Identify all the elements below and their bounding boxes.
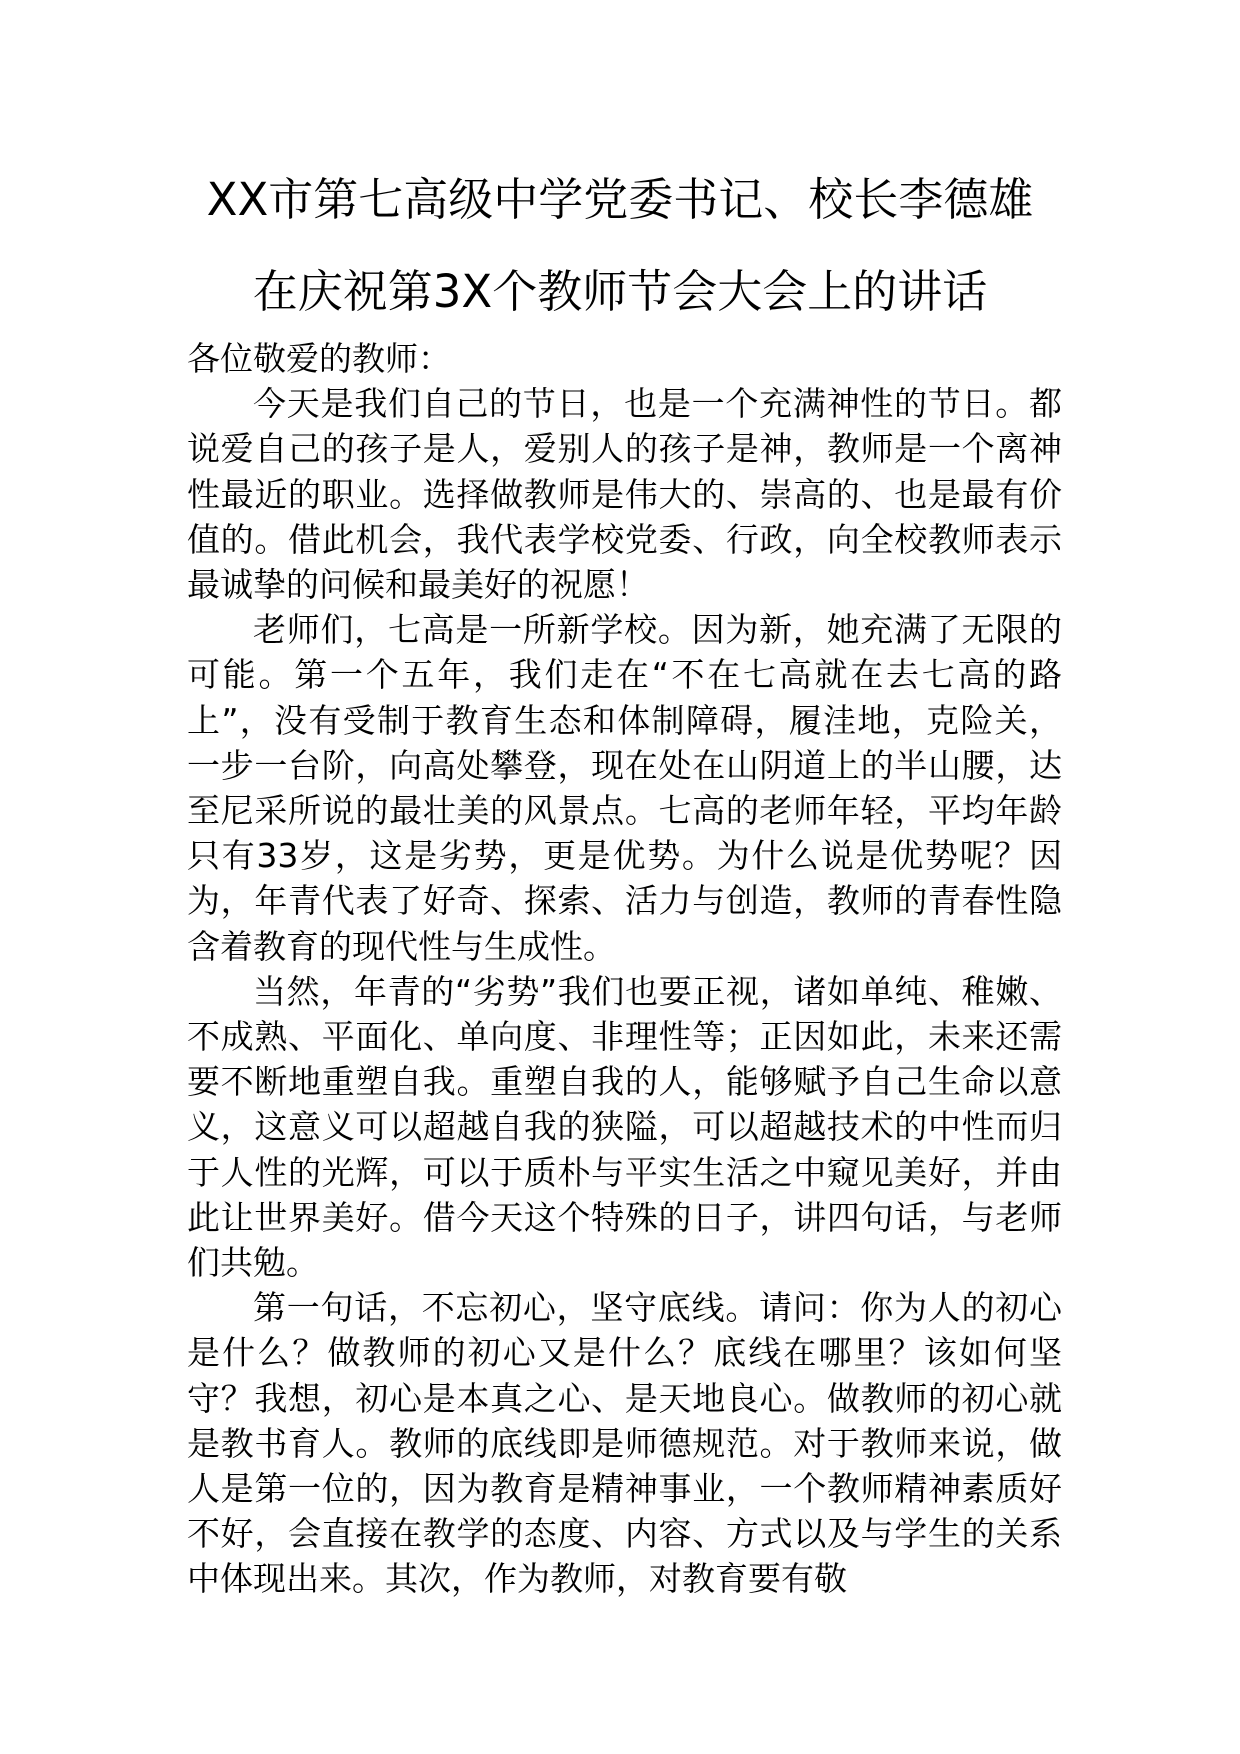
speech-body bbox=[187, 336, 1062, 1602]
title-line-2: 在庆祝第3X个教师节会大会上的讲话 bbox=[252, 265, 988, 318]
paragraph-1: 今天是我们自己的节日，也是一个充满神性的节日。都说爱自己的孩子是人，爱别人的孩子是神，教师是一个离神性最近的职业。选择做教师是伟大的、崇高的、也是最有价值的。借此机会，我代表学校党委、行政，向全校教师表示最诚挚的问候和最美好的祝愿！ bbox=[187, 384, 1062, 605]
salutation: 各位敬爱的教师： bbox=[187, 339, 451, 378]
paragraph-3: 当然，年青的“劣势”我们也要正视，诸如单纯、稚嫩、不成熟、平面化、单向度、非理性等；正因如此，未来还需要不断地重塑自我。重塑自我的人，能够赋予自己生命以意义，这意义可以超越自我的狭隘，可以超越技术的中性而归于人性的光辉，可以于质朴与平实生活之中窥见美好，并由此让世界美好。借今天这个特殊的日子，讲四句话，与老师们共勉。 bbox=[187, 971, 1062, 1283]
paragraph-4: 第一句话，不忘初心，坚守底线。请问：你为人的初心是什么？做教师的初心又是什么？底线在哪里？该如何坚守？我想，初心是本真之心、是天地良心。做教师的初心就是教书育人。教师的底线即是师德规范。对于教师来说，做人是第一位的，因为教育是精神事业，一个教师精神素质好不好，会直接在教学的态度、内容、方式以及与学生的关系中体现出来。其次，作为教师，对教育要有敬 bbox=[187, 1288, 1062, 1599]
paragraph-2: 老师们，七高是一所新学校。因为新，她充满了无限的可能。第一个五年，我们走在“不在七高就在去七高的路上”，没有受制于教育生态和体制障碍，履洼地，克险关，一步一台阶，向高处攀登，现在处在山阴道上的半山腰，达至尼采所说的最壮美的风景点。七高的老师年轻，平均年龄只有33岁，这是劣势，更是优势。为什么说是优势呢？因为，年青代表了好奇、探索、活力与创造，教师的青春性隐含着教育的现代性与生成性。 bbox=[187, 610, 1062, 966]
title-line-1: XX市第七高级中学党委书记、校长李德雄 bbox=[206, 173, 1034, 226]
